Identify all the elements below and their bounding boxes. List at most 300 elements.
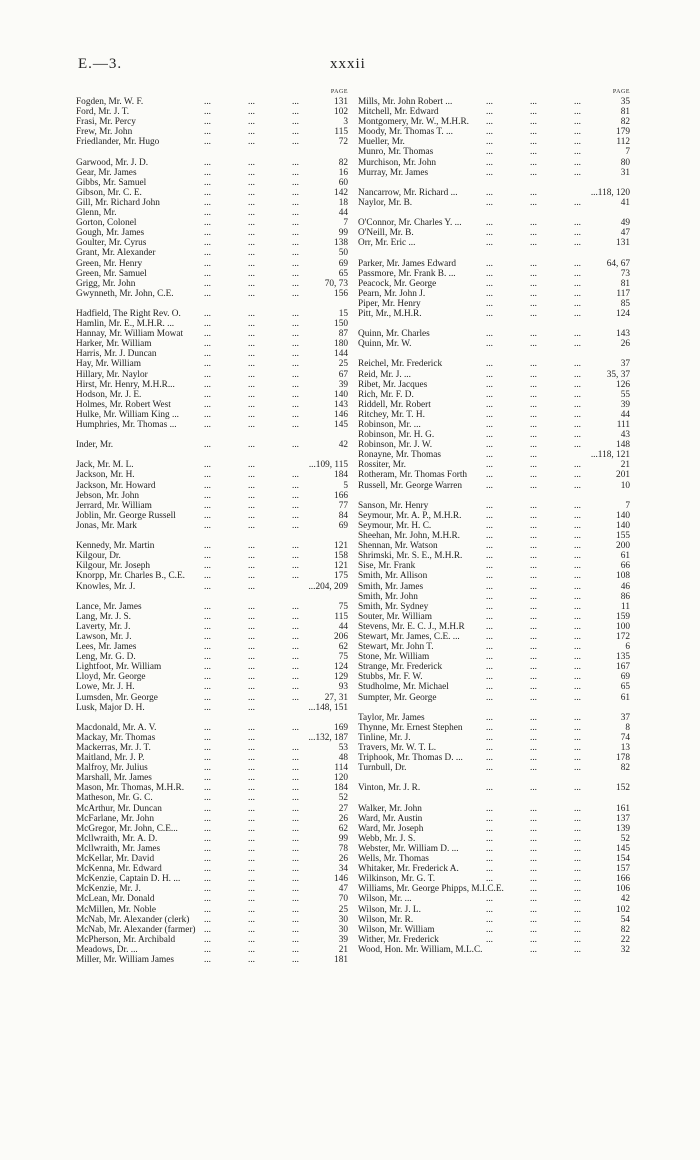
entry-name: Stone, Mr. William bbox=[358, 652, 430, 663]
entry-page: 35 bbox=[620, 97, 630, 107]
index-entry: ... ... ... Studholme, Mr. Michael 65 bbox=[358, 682, 630, 693]
entry-name: Rossiter, Mr. bbox=[358, 460, 406, 471]
index-entry: ... ... ... Peacock, Mr. George 81 bbox=[358, 278, 630, 289]
section-gap bbox=[358, 349, 630, 359]
index-entry: ... ... ... Pitt, Mr., M.H.R. 124 bbox=[358, 308, 630, 319]
entry-name: Vinton, Mr. J. R. bbox=[358, 783, 421, 794]
entry-name: McKellar, Mr. David bbox=[76, 854, 155, 865]
entry-name: Harris, Mr. J. Duncan bbox=[76, 349, 157, 360]
entry-page: 47 bbox=[620, 228, 630, 239]
entry-page: 87 bbox=[338, 329, 348, 340]
entry-page: 73 bbox=[620, 268, 630, 279]
index-entry: ... ... ... Stevens, Mr. E. C. J., M.H.R 100 bbox=[358, 621, 630, 632]
entry-name: Walker, Mr. John bbox=[358, 803, 422, 814]
index-entry: ... ... ... Piper, Mr. Henry 85 bbox=[358, 298, 630, 309]
entry-page: 111 bbox=[616, 420, 630, 430]
index-entry: ... ... ... Harker, Mr. William 180 bbox=[76, 339, 348, 350]
index-entry: ... ... ... Tinline, Mr. J. 74 bbox=[358, 732, 630, 743]
index-entry: ... ... ... Green, Mr. Henry 69 bbox=[76, 258, 348, 269]
entry-page: 158 bbox=[334, 551, 348, 562]
entry-name: Gorton, Colonel bbox=[76, 218, 137, 229]
entry-page: 143 bbox=[334, 399, 348, 410]
entry-name: Harker, Mr. William bbox=[76, 339, 152, 350]
entry-name: Green, Mr. Samuel bbox=[76, 268, 147, 279]
entry-name: Naylor, Mr. B. bbox=[358, 197, 413, 208]
entry-page: 161 bbox=[616, 803, 630, 814]
index-entry: ... ... ... Smith, Mr. Sydney 11 bbox=[358, 601, 630, 612]
index-entry: ... ... ... Ribet, Mr. Jacques 126 bbox=[358, 379, 630, 390]
entry-name: Jonas, Mr. Mark bbox=[76, 520, 137, 531]
index-entry: ... ... ... Stubbs, Mr. F. W. 69 bbox=[358, 672, 630, 683]
index-entry: ... ... ... Taylor, Mr. James 37 bbox=[358, 712, 630, 723]
entry-name: Jackson, Mr. H. bbox=[76, 470, 135, 481]
entry-name: McMillen, Mr. Noble bbox=[76, 904, 157, 915]
index-entry: ... ... ... Triphook, Mr. Thomas D. ... 178 bbox=[358, 753, 630, 764]
entry-name: Jack, Mr. M. L. bbox=[76, 460, 134, 471]
index-entry: ... ... ... Mcllwraith, Mr. James 78 bbox=[76, 843, 348, 854]
entry-name: Gill, Mr. Richard John bbox=[76, 197, 160, 208]
entry-page: 152 bbox=[616, 783, 630, 794]
entry-name: Quinn, Mr. Charles bbox=[358, 329, 430, 340]
entry-name: Lance, Mr. James bbox=[76, 601, 142, 612]
entry-page: 74 bbox=[620, 732, 630, 743]
index-entry: ... ... ... Reichel, Mr. Frederick 37 bbox=[358, 359, 630, 370]
entry-page: 39 bbox=[338, 934, 348, 945]
entry-name: Frasi, Mr. Percy bbox=[76, 117, 136, 128]
index-entry: ... ... ... Parker, Mr. James Edward 64, 67 bbox=[358, 258, 630, 269]
entry-name: McPherson, Mr. Archibald bbox=[76, 934, 176, 945]
entry-name: McGregor, Mr. John, C.E... bbox=[76, 823, 178, 834]
entry-page: 7 bbox=[625, 500, 630, 511]
entry-name: Pitt, Mr., M.H.R. bbox=[358, 308, 422, 319]
entry-name: Robinson, Mr. ... bbox=[358, 420, 421, 430]
entry-page: 138 bbox=[334, 238, 348, 249]
index-entry: ... ... ... McKenna, Mr. Edward 34 bbox=[76, 864, 348, 875]
entry-page: 8 bbox=[625, 722, 630, 733]
entry-name: Gibson, Mr. C. E. bbox=[76, 187, 142, 198]
entry-name: Wilson, Mr. J. L. bbox=[358, 904, 421, 915]
entry-name: Ward, Mr. Austin bbox=[358, 813, 423, 824]
index-entry: ... ... ... McNab, Mr. Alexander (farmer) 30 bbox=[76, 924, 348, 935]
entry-name: Robinson, Mr. H. G. bbox=[358, 430, 435, 441]
index-entry: ... ... ... Miller, Mr. William James 181 bbox=[76, 954, 348, 965]
index-entry: ... ... ... Frew, Mr. John 115 bbox=[76, 127, 348, 138]
index-entry: ... ... ... Robinson, Mr. ... 111 bbox=[358, 420, 630, 430]
entry-name: Orr, Mr. Eric ... bbox=[358, 238, 416, 249]
index-entry: ... ... ... McPherson, Mr. Archibald 39 bbox=[76, 934, 348, 945]
index-entry: ... ... ... McGregor, Mr. John, C.E... 62 bbox=[76, 823, 348, 834]
section-gap bbox=[76, 147, 348, 157]
entry-name: Robinson, Mr. J. W. bbox=[358, 440, 433, 451]
index-entry: ... ... ... Sheehan, Mr. John, M.H.R. 155 bbox=[358, 531, 630, 542]
entry-name: Grant, Mr. Alexander bbox=[76, 248, 156, 259]
index-entry: ... ... ... McKenzie, Mr. J. 47 bbox=[76, 884, 348, 895]
index-entry: ... ... ... Thynne, Mr. Ernest Stephen 8 bbox=[358, 722, 630, 733]
entry-page: 62 bbox=[338, 823, 348, 834]
index-entry: ... ... ... Lowe, Mr. J. H. 93 bbox=[76, 682, 348, 693]
entry-name: Thynne, Mr. Ernest Stephen bbox=[358, 722, 463, 733]
entry-name: Peacock, Mr. George bbox=[358, 278, 437, 289]
index-entry: ... ... ... Ritchey, Mr. T. H. 44 bbox=[358, 409, 630, 420]
entry-page: 32 bbox=[620, 944, 630, 955]
entry-name: Riddell, Mr. Robert bbox=[358, 399, 431, 410]
entry-page: 99 bbox=[338, 833, 348, 844]
index-entry: ... ... ... Lightfoot, Mr. William 124 bbox=[76, 662, 348, 673]
index-entry: ... ... ... Matheson, Mr. G. C. 52 bbox=[76, 793, 348, 804]
entry-name: Wood, Hon. Mr. William, M.L.C. bbox=[358, 944, 483, 955]
entry-name: Frew, Mr. John bbox=[76, 127, 133, 138]
index-entry: ... ... ... Wilson, Mr. J. L. 102 bbox=[358, 904, 630, 915]
index-entry: ... ... ... Joblin, Mr. George Russell 84 bbox=[76, 510, 348, 521]
entry-name: Piper, Mr. Henry bbox=[358, 298, 421, 309]
index-entry: ... ... ... Lumsden, Mr. George 27, 31 bbox=[76, 692, 348, 703]
entry-page: 145 bbox=[334, 420, 348, 430]
entry-page: 48 bbox=[338, 753, 348, 764]
entry-page: 82 bbox=[620, 763, 630, 774]
index-entry: ... ... ... Lawson, Mr. J. 206 bbox=[76, 631, 348, 642]
index-entry: ... ... ... Gibbs, Mr. Samuel 60 bbox=[76, 177, 348, 188]
entry-name: Mcllwraith, Mr. A. D. bbox=[76, 833, 158, 844]
entry-page: 61 bbox=[620, 551, 630, 562]
index-entry: ... ... ... Frasi, Mr. Percy 3 bbox=[76, 117, 348, 128]
page-column-label: PAGE bbox=[612, 89, 630, 95]
index-entry: ... ... ... Jonas, Mr. Mark 69 bbox=[76, 520, 348, 531]
index-entry: ... ... Mackay, Mr. Thomas ...132, 187 bbox=[76, 732, 348, 743]
entry-page: 39 bbox=[620, 399, 630, 410]
index-entry: ... ... Wood, Hon. Mr. William, M.L.C. 32 bbox=[358, 944, 630, 955]
entry-name: Hannay, Mr. William Mowat bbox=[76, 329, 184, 340]
index-entry: ... ... ... McLean, Mr. Donald 70 bbox=[76, 894, 348, 905]
entry-name: O'Neill, Mr. B. bbox=[358, 228, 414, 239]
entry-name: Mueller, Mr. bbox=[358, 137, 405, 148]
entry-page: 5 bbox=[343, 480, 348, 491]
entry-name: Wilkinson, Mr. G. T. bbox=[358, 874, 436, 885]
entry-name: Hodson, Mr. J. E. bbox=[76, 389, 142, 400]
entry-page: 18 bbox=[338, 197, 348, 208]
index-entry: ... ... ... Fogden, Mr. W. F. 131 bbox=[76, 97, 348, 107]
entry-page: 22 bbox=[620, 934, 630, 945]
entry-page: 124 bbox=[616, 308, 630, 319]
entry-name: McKenzie, Captain D. H. ... bbox=[76, 874, 181, 885]
entry-page: 126 bbox=[616, 379, 630, 390]
entry-page: 44 bbox=[620, 409, 630, 420]
index-entry: ... ... ... Mills, Mr. John Robert ... 35 bbox=[358, 97, 630, 107]
entry-page: 21 bbox=[338, 944, 348, 955]
section-gap bbox=[358, 773, 630, 783]
entry-name: Wilson, Mr. William bbox=[358, 924, 435, 935]
index-entry: ... ... ... Ford, Mr. J. T. 102 bbox=[76, 107, 348, 118]
index-entry: ... ... ... McNab, Mr. Alexander (clerk) 30 bbox=[76, 914, 348, 925]
index-entry: ... ... ... O'Neill, Mr. B. 47 bbox=[358, 228, 630, 239]
entry-name: Nancarrow, Mr. Richard ... bbox=[358, 187, 458, 198]
entry-name: Hadfield, The Right Rev. O. bbox=[76, 308, 181, 319]
index-entry: ... ... ... Kennedy, Mr. Martin 121 bbox=[76, 541, 348, 552]
entry-name: Lloyd, Mr. George bbox=[76, 672, 146, 683]
entry-page: 70, 73 bbox=[324, 278, 348, 289]
index-entry: ... ... ... Robinson, Mr. H. G. 43 bbox=[358, 430, 630, 441]
index-entry: ... ... ... Orr, Mr. Eric ... 131 bbox=[358, 238, 630, 249]
index-entry: ... ... ... McArthur, Mr. Duncan 27 bbox=[76, 803, 348, 814]
index-entry: ... ... ... Smith, Mr. John 86 bbox=[358, 591, 630, 602]
entry-name: Mason, Mr. Thomas, M.H.R. bbox=[76, 783, 185, 794]
entry-page: 52 bbox=[620, 833, 630, 844]
index-entry: ... ... ... Russell, Mr. George Warren 10 bbox=[358, 480, 630, 491]
index-entry: ... ... ... Green, Mr. Samuel 65 bbox=[76, 268, 348, 279]
entry-name: Travers, Mr. W. T. L. bbox=[358, 743, 437, 753]
entry-page: 35, 37 bbox=[606, 369, 630, 380]
index-entry: ... ... ... Lance, Mr. James 75 bbox=[76, 601, 348, 612]
entry-page: 67 bbox=[338, 369, 348, 380]
entry-name: Glenn, Mr. bbox=[76, 208, 117, 219]
entry-name: Triphook, Mr. Thomas D. ... bbox=[358, 753, 463, 764]
section-gap bbox=[76, 299, 348, 309]
entry-page: 159 bbox=[616, 611, 630, 622]
entry-name: Quinn, Mr. W. bbox=[358, 339, 412, 350]
entry-name: Montgomery, Mr. W., M.H.R. bbox=[358, 117, 469, 128]
index-entry: ... ... ... Souter, Mr. William 159 bbox=[358, 611, 630, 622]
section-gap bbox=[358, 208, 630, 218]
entry-page: 82 bbox=[620, 924, 630, 935]
entry-page: 180 bbox=[334, 339, 348, 350]
index-entry: ... ... ... McFarlane, Mr. John 26 bbox=[76, 813, 348, 824]
entry-page: 99 bbox=[338, 228, 348, 239]
index-entry: ... ... ... Stewart, Mr. John T. 6 bbox=[358, 642, 630, 653]
index-entry: ... ... ... Moody, Mr. Thomas T. ... 179 bbox=[358, 127, 630, 138]
entry-name: Hulke, Mr. William King ... bbox=[76, 409, 180, 420]
entry-page: 11 bbox=[621, 601, 630, 612]
entry-name: Sumpter, Mr. George bbox=[358, 692, 437, 703]
index-entry: ... ... ... Munro, Mr. Thomas 7 bbox=[358, 147, 630, 158]
entry-page: 54 bbox=[620, 914, 630, 925]
entry-name: Taylor, Mr. James bbox=[358, 712, 425, 723]
entry-page: 169 bbox=[334, 722, 348, 733]
entry-name: Meadows, Dr. ... bbox=[76, 944, 138, 955]
entry-page: 65 bbox=[338, 268, 348, 279]
entry-page: 115 bbox=[334, 127, 348, 138]
index-entry: ... ... ... Murray, Mr. James 31 bbox=[358, 167, 630, 178]
entry-name: Knowles, Mr. J. bbox=[76, 581, 136, 592]
entry-page: 140 bbox=[616, 510, 630, 521]
index-entry: ... ... ... Friedlander, Mr. Hugo 72 bbox=[76, 137, 348, 148]
index-entry: ... ... ... Turnbull, Dr. 82 bbox=[358, 763, 630, 774]
entry-name: Lumsden, Mr. George bbox=[76, 692, 158, 703]
index-entry: ... ... ... Jerrard, Mr. William 77 bbox=[76, 500, 348, 511]
index-entry: ... ... ... Sise, Mr. Frank 66 bbox=[358, 561, 630, 572]
index-entry: ... ... ... Glenn, Mr. 44 bbox=[76, 208, 348, 219]
entry-page: 106 bbox=[616, 884, 630, 895]
entry-page: 37 bbox=[620, 712, 630, 723]
entry-page: ...118, 121 bbox=[590, 450, 630, 461]
index-entry: ... ... ... Naylor, Mr. B. 41 bbox=[358, 197, 630, 208]
index-entry: ... ... ... Murchison, Mr. John 80 bbox=[358, 157, 630, 168]
entry-name: Laverty, Mr. J. bbox=[76, 621, 131, 632]
entry-page: 27 bbox=[338, 803, 348, 814]
entry-name: Stewart, Mr. John T. bbox=[358, 642, 434, 653]
index-entry: ... ... ... Wells, Mr. Thomas 154 bbox=[358, 854, 630, 865]
entry-name: Hillary, Mr. Naylor bbox=[76, 369, 148, 380]
section-gap bbox=[358, 248, 630, 258]
entry-name: Russell, Mr. George Warren bbox=[358, 480, 462, 491]
entry-page: 184 bbox=[334, 783, 348, 794]
entry-name: Parker, Mr. James Edward bbox=[358, 258, 456, 269]
index-entry: ... ... ... Travers, Mr. W. T. L. 13 bbox=[358, 743, 630, 753]
entry-page: 81 bbox=[620, 107, 630, 118]
entry-name: Sise, Mr. Frank bbox=[358, 561, 416, 572]
index-entry: ... ... ... Seymour, Mr. A. P., M.H.R. 140 bbox=[358, 510, 630, 521]
index-entry: ... ... ... Knorpp, Mr. Charles B., C.E. 175 bbox=[76, 571, 348, 582]
entry-name: Shrimski, Mr. S. E., M.H.R. bbox=[358, 551, 463, 562]
entry-name: Wells, Mr. Thomas bbox=[358, 854, 429, 865]
entry-page: 137 bbox=[616, 813, 630, 824]
entry-page: 41 bbox=[620, 197, 630, 208]
entry-name: Mcllwraith, Mr. James bbox=[76, 843, 161, 854]
index-entry: ... ... ... Garwood, Mr. J. D. 82 bbox=[76, 157, 348, 168]
index-entry: ... ... Nancarrow, Mr. Richard ... ...118, 120 bbox=[358, 187, 630, 198]
entry-name: Reichel, Mr. Frederick bbox=[358, 359, 443, 370]
entry-page: 47 bbox=[338, 884, 348, 895]
entry-page: 117 bbox=[616, 288, 630, 299]
index-entry: ... ... ... O'Connor, Mr. Charles Y. ... 49 bbox=[358, 218, 630, 229]
entry-page: 142 bbox=[334, 187, 348, 198]
index-entry: ... ... ... Mason, Mr. Thomas, M.H.R. 184 bbox=[76, 783, 348, 794]
entry-name: Kilgour, Dr. bbox=[76, 551, 121, 562]
index-entry: ... ... ... Seymour, Mr. H. C. 140 bbox=[358, 520, 630, 531]
entry-name: Lowe, Mr. J. H. bbox=[76, 682, 135, 693]
index-entry: ... ... ... Stewart, Mr. James, C.E. ... 172 bbox=[358, 631, 630, 642]
index-entry: ... ... ... Macdonald, Mr. A. V. 169 bbox=[76, 722, 348, 733]
entry-page: 44 bbox=[338, 208, 348, 219]
entry-name: McLean, Mr. Donald bbox=[76, 894, 155, 905]
entry-name: Goulter, Mr. Cyrus bbox=[76, 238, 147, 249]
entry-page: 100 bbox=[616, 621, 630, 632]
entry-page: 140 bbox=[616, 520, 630, 531]
entry-page: 93 bbox=[338, 682, 348, 693]
index-entry: ... ... ... Rossiter, Mr. 21 bbox=[358, 460, 630, 471]
entry-name: Smith, Mr. James bbox=[358, 581, 424, 592]
index-entry: ... ... ... Laverty, Mr. J. 44 bbox=[76, 621, 348, 632]
entry-name: Mitchell, Mr. Edward bbox=[358, 107, 439, 118]
index-entry: ... ... Knowles, Mr. J. ...204, 209 bbox=[76, 581, 348, 592]
section-gap bbox=[76, 450, 348, 460]
index-entry: ... ... Williams, Mr. George Phipps, M.I.C.E. 106 bbox=[358, 884, 630, 895]
entry-page: ...132, 187 bbox=[308, 732, 348, 743]
index-column-right bbox=[358, 88, 630, 955]
entry-name: Sanson, Mr. Henry bbox=[358, 500, 429, 511]
index-entry: ... ... ... Jackson, Mr. H. 184 bbox=[76, 470, 348, 481]
index-entry: ... ... ... Leng, Mr. G. D. 75 bbox=[76, 652, 348, 663]
index-entry: ... ... ... Kilgour, Mr. Joseph 121 bbox=[76, 561, 348, 572]
entry-name: Reid, Mr. J. ... bbox=[358, 369, 411, 380]
entry-name: Fogden, Mr. W. F. bbox=[76, 97, 144, 107]
section-gap bbox=[358, 319, 630, 329]
entry-page: 115 bbox=[334, 611, 348, 622]
entry-page: 146 bbox=[334, 409, 348, 420]
entry-name: Stewart, Mr. James, C.E. ... bbox=[358, 631, 460, 642]
entry-page: ...109, 115 bbox=[308, 460, 348, 471]
entry-page: 184 bbox=[334, 470, 348, 481]
entry-name: Grigg, Mr. John bbox=[76, 278, 136, 289]
entry-page: 53 bbox=[338, 743, 348, 753]
entry-page: 143 bbox=[616, 329, 630, 340]
index-entry: ... ... ... Wilkinson, Mr. G. T. 166 bbox=[358, 874, 630, 885]
entry-page: 44 bbox=[338, 621, 348, 632]
index-entry: ... ... ... Gibson, Mr. C. E. 142 bbox=[76, 187, 348, 198]
entry-page: 42 bbox=[620, 894, 630, 905]
index-entry: ... ... ... Rotheram, Mr. Thomas Forth 201 bbox=[358, 470, 630, 481]
entry-name: Lusk, Major D. H. bbox=[76, 702, 145, 713]
entry-page: 26 bbox=[338, 813, 348, 824]
index-entry: ... ... ... Riddell, Mr. Robert 39 bbox=[358, 399, 630, 410]
entry-name: McArthur, Mr. Duncan bbox=[76, 803, 162, 814]
entry-page: 69 bbox=[338, 520, 348, 531]
entry-page: 131 bbox=[616, 238, 630, 249]
index-entry: ... ... ... Hannay, Mr. William Mowat 87 bbox=[76, 329, 348, 340]
entry-page: 166 bbox=[334, 490, 348, 501]
entry-page: 60 bbox=[338, 177, 348, 188]
entry-page: 7 bbox=[343, 218, 348, 229]
index-entry: ... ... ... Jackson, Mr. Howard 5 bbox=[76, 480, 348, 491]
index-entry: ... ... ... Vinton, Mr. J. R. 152 bbox=[358, 783, 630, 794]
entry-page: 81 bbox=[620, 278, 630, 289]
entry-name: Friedlander, Mr. Hugo bbox=[76, 137, 160, 148]
entry-page: 13 bbox=[620, 743, 630, 753]
entry-name: McFarlane, Mr. John bbox=[76, 813, 154, 824]
index-entry: ... ... ... Hirst, Mr. Henry, M.H.R... 39 bbox=[76, 379, 348, 390]
index-entry: ... ... ... Maitland, Mr. J. P. 48 bbox=[76, 753, 348, 764]
entry-page: 200 bbox=[616, 541, 630, 552]
entry-page: 181 bbox=[334, 954, 348, 965]
entry-page: 175 bbox=[334, 571, 348, 582]
entry-name: Rotheram, Mr. Thomas Forth bbox=[358, 470, 468, 481]
entry-name: Gwynneth, Mr. John, C.E. bbox=[76, 288, 174, 299]
entry-page: 167 bbox=[616, 662, 630, 673]
index-entry: ... ... ... Mcllwraith, Mr. A. D. 99 bbox=[76, 833, 348, 844]
index-entry: ... ... ... Goulter, Mr. Cyrus 138 bbox=[76, 238, 348, 249]
entry-page: 16 bbox=[338, 167, 348, 178]
entry-page: 25 bbox=[338, 904, 348, 915]
entry-page: 146 bbox=[334, 874, 348, 885]
entry-name: Jerrard, Mr. William bbox=[76, 500, 152, 511]
entry-name: Mackay, Mr. Thomas bbox=[76, 732, 156, 743]
entry-name: Souter, Mr. William bbox=[358, 611, 432, 622]
entry-name: Green, Mr. Henry bbox=[76, 258, 143, 269]
entry-name: Webster, Mr. William D. ... bbox=[358, 843, 459, 854]
entry-page: 26 bbox=[338, 854, 348, 865]
index-entry: ... ... ... Gorton, Colonel 7 bbox=[76, 218, 348, 229]
section-gap bbox=[358, 793, 630, 803]
entry-name: Hay, Mr. William bbox=[76, 359, 141, 370]
section-gap bbox=[76, 430, 348, 440]
entry-name: Humphries, Mr. Thomas ... bbox=[76, 420, 177, 430]
index-entry: ... ... ... Quinn, Mr. Charles 143 bbox=[358, 329, 630, 340]
entry-name: Gibbs, Mr. Samuel bbox=[76, 177, 147, 188]
entry-page: 129 bbox=[334, 672, 348, 683]
entry-name: Garwood, Mr. J. D. bbox=[76, 157, 149, 168]
entry-page: 77 bbox=[338, 500, 348, 511]
entry-name: Holmes, Mr. Robert West bbox=[76, 399, 171, 410]
entry-name: Ritchey, Mr. T. H. bbox=[358, 409, 425, 420]
index-entry: ... ... ... Lang, Mr. J. S. 115 bbox=[76, 611, 348, 622]
index-entry: ... ... ... Holmes, Mr. Robert West 143 bbox=[76, 399, 348, 410]
entry-page: 206 bbox=[334, 631, 348, 642]
index-entry: ... ... ... McMillen, Mr. Noble 25 bbox=[76, 904, 348, 915]
index-entry: ... ... ... McKenzie, Captain D. H. ... 146 bbox=[76, 874, 348, 885]
index-entry: ... ... ... Gwynneth, Mr. John, C.E. 156 bbox=[76, 288, 348, 299]
entry-name: Moody, Mr. Thomas T. ... bbox=[358, 127, 453, 138]
entry-name: Smith, Mr. Sydney bbox=[358, 601, 429, 612]
entry-page: 102 bbox=[334, 107, 348, 118]
index-entry: ... ... ... Lloyd, Mr. George 129 bbox=[76, 672, 348, 683]
